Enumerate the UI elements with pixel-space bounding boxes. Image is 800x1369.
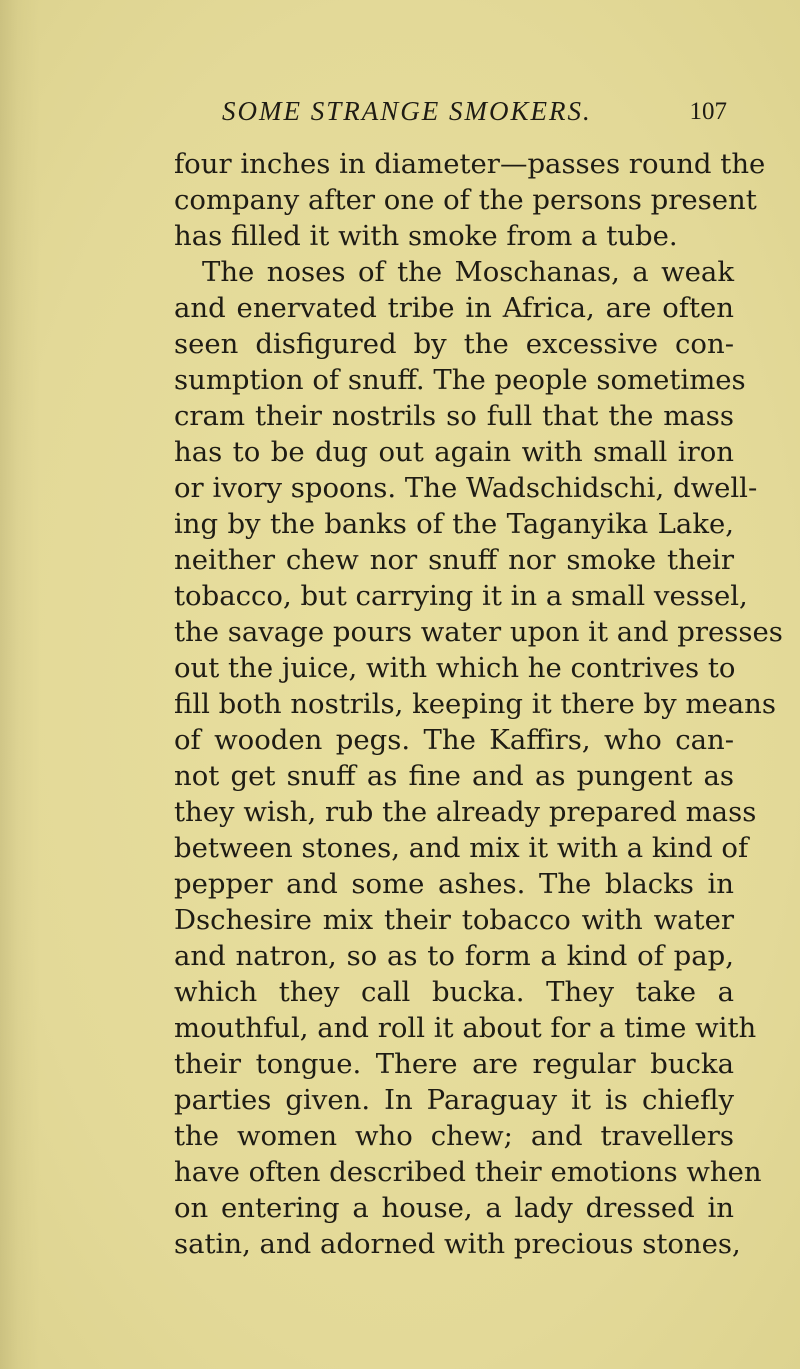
text-line: cram their nostrils so full that the mass bbox=[174, 400, 734, 432]
body-text bbox=[174, 146, 783, 1262]
text-line: mouthful, and roll it about for a time with bbox=[174, 1012, 757, 1044]
text-line: seen disfigured by the excessive con- bbox=[174, 328, 734, 360]
text-line: sumption of snuff. The people sometimes bbox=[174, 364, 746, 396]
text-line: out the juice, with which he contrives to bbox=[174, 652, 736, 684]
text-line: fill both nostrils, keeping it there by means bbox=[174, 688, 777, 720]
page-header bbox=[222, 96, 727, 136]
text-line: The noses of the Moschanas, a weak bbox=[202, 256, 734, 288]
text-line: the savage pours water upon it and presses bbox=[174, 616, 783, 648]
text-line: pepper and some ashes. The blacks in bbox=[174, 868, 734, 900]
text-line: company after one of the persons present bbox=[174, 184, 757, 216]
text-line: four inches in diameter—passes round the bbox=[174, 148, 766, 180]
text-line: neither chew nor snuff nor smoke their bbox=[174, 544, 734, 576]
text-line: parties given. In Paraguay it is chiefly bbox=[174, 1084, 734, 1116]
text-line: the women who chew; and travellers bbox=[174, 1120, 734, 1152]
text-line: their tongue. There are regular bucka bbox=[174, 1048, 734, 1080]
text-line: Dschesire mix their tobacco with water bbox=[174, 904, 734, 936]
text-line: between stones, and mix it with a kind of bbox=[174, 832, 749, 864]
text-line: and enervated tribe in Africa, are often bbox=[174, 292, 734, 324]
text-line: ing by the banks of the Taganyika Lake, bbox=[174, 508, 734, 540]
text-line: has to be dug out again with small iron bbox=[174, 436, 734, 468]
text-line: has filled it with smoke from a tube. bbox=[174, 220, 678, 252]
text-line: they wish, rub the already prepared mass bbox=[174, 796, 757, 828]
text-line: not get snuff as fine and as pungent as bbox=[174, 760, 734, 792]
text-line: tobacco, but carrying it in a small vessel, bbox=[174, 580, 748, 612]
text-line: have often described their emotions when bbox=[174, 1156, 762, 1188]
text-line: on entering a house, a lady dressed in bbox=[174, 1192, 734, 1224]
text-line: or ivory spoons. The Wadschidschi, dwell- bbox=[174, 472, 758, 504]
text-line: and natron, so as to form a kind of pap, bbox=[174, 940, 734, 972]
running-title: SOME STRANGE SMOKERS. bbox=[222, 96, 592, 126]
text-line: which they call bucka. They take a bbox=[174, 976, 734, 1008]
text-line: satin, and adorned with precious stones, bbox=[174, 1228, 741, 1260]
text-line: of wooden pegs. The Kaffirs, who can- bbox=[174, 724, 734, 756]
page-number: 107 bbox=[689, 98, 727, 125]
